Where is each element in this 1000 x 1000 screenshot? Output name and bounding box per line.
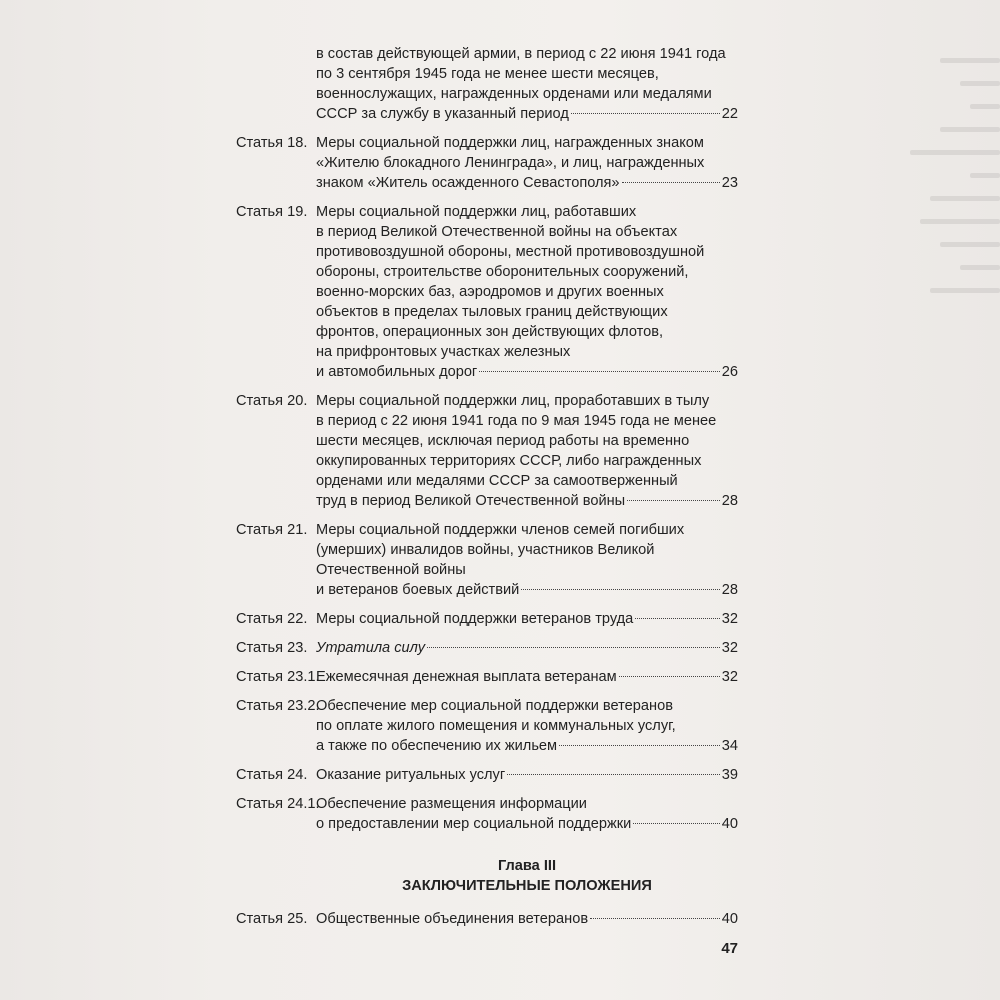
toc-title-line: оккупированных территориях СССР, либо награжденных xyxy=(316,453,702,469)
toc-title-last-line xyxy=(316,765,738,785)
toc-entry[interactable] xyxy=(236,765,738,785)
toc-title-last-line xyxy=(316,667,738,687)
dot-leader xyxy=(427,647,720,648)
toc-title-line: Меры социальной поддержки членов семей погибших xyxy=(316,522,685,538)
dot-leader xyxy=(622,182,720,183)
toc-title-line: орденами или медалями СССР за самоотверженный xyxy=(316,473,678,489)
dot-leader xyxy=(571,113,720,114)
toc-page-number: 34 xyxy=(721,738,738,754)
toc-entry-title xyxy=(316,794,738,834)
toc-title-line: Меры социальной поддержки лиц, работавших xyxy=(316,204,637,220)
toc-entry-title xyxy=(316,520,738,600)
toc-entry-title xyxy=(316,133,738,193)
toc-title-last-line xyxy=(316,736,738,756)
toc-title-line: объектов в пределах тыловых границ действующих xyxy=(316,304,668,320)
toc-entry[interactable] xyxy=(236,44,738,124)
toc-entry-title xyxy=(316,638,738,658)
page-number: 47 xyxy=(721,940,738,957)
toc-title-last-line xyxy=(316,909,738,929)
toc-title-line: СССР за службу в указанный период xyxy=(316,106,569,122)
toc-article-number: Статья 21. xyxy=(236,522,308,538)
toc-entry[interactable] xyxy=(236,696,738,756)
dot-leader xyxy=(635,618,719,619)
toc-title-line: и автомобильных дорог xyxy=(316,364,478,380)
toc-title-last-line xyxy=(316,609,738,629)
toc-entry[interactable] xyxy=(236,133,738,193)
toc-article-number: Статья 24.1. xyxy=(236,796,320,812)
toc-entry-title xyxy=(316,44,738,124)
toc-title-last-line xyxy=(316,491,738,511)
toc-entry[interactable] xyxy=(236,391,738,511)
toc-title-last-line xyxy=(316,814,738,834)
toc-page-number: 22 xyxy=(721,106,738,122)
toc-article-number: Статья 24. xyxy=(236,767,308,783)
toc-title-last-line xyxy=(316,580,738,600)
toc-title-line: а также по обеспечению их жильем xyxy=(316,738,558,754)
toc-entry[interactable] xyxy=(236,909,738,929)
toc-page-number: 28 xyxy=(721,493,738,509)
toc-title-line: и ветеранов боевых действий xyxy=(316,582,520,598)
toc-title-line: по 3 сентября 1945 года не менее шести месяцев, xyxy=(316,66,659,82)
toc-title-line: на прифронтовых участках железных xyxy=(316,344,571,360)
toc-entry[interactable] xyxy=(236,794,738,834)
toc-final-entries xyxy=(236,909,738,929)
toc-entry-title xyxy=(316,391,738,511)
toc-title-line: знаком «Житель осажденного Севастополя» xyxy=(316,175,620,191)
toc-title-last-line xyxy=(316,638,738,658)
toc-title-line: Обеспечение мер социальной поддержки ветеранов xyxy=(316,698,673,714)
chapter-heading xyxy=(236,856,738,896)
toc-title-line: в период с 22 июня 1941 года по 9 мая 1945 года не менее xyxy=(316,413,717,429)
toc-article-number: Статья 25. xyxy=(236,911,308,927)
toc-entry[interactable] xyxy=(236,609,738,629)
toc-page-number: 26 xyxy=(721,364,738,380)
toc-article-number xyxy=(236,44,316,124)
toc-page-number: 32 xyxy=(721,611,738,627)
toc-entry-title xyxy=(316,609,738,629)
toc-entry[interactable] xyxy=(236,520,738,600)
toc-title-line: Общественные объединения ветеранов xyxy=(316,911,589,927)
toc-page-number: 40 xyxy=(721,816,738,832)
toc-article-number: Статья 22. xyxy=(236,611,308,627)
toc-article-number: Статья 23.2. xyxy=(236,698,320,714)
toc-entry-title xyxy=(316,667,738,687)
toc-title-line: обороны, строительстве оборонительных сооружений, xyxy=(316,264,689,280)
toc-title-line: труд в период Великой Отечественной войны xyxy=(316,493,626,509)
toc-title-line: Обеспечение размещения информации xyxy=(316,796,587,812)
toc-title-last-line xyxy=(316,104,738,124)
dot-leader xyxy=(507,774,720,775)
toc-title-line: Меры социальной поддержки ветеранов труда xyxy=(316,611,634,627)
toc-title-line: шести месяцев, исключая период работы на временно xyxy=(316,433,690,449)
toc-page-number: 23 xyxy=(721,175,738,191)
toc-article-number: Статья 19. xyxy=(236,204,308,220)
toc-page-number: 39 xyxy=(721,767,738,783)
dot-leader xyxy=(619,676,720,677)
toc-title-line: «Жителю блокадного Ленинграда», и лиц, награжденных xyxy=(316,155,705,171)
table-of-contents xyxy=(236,44,738,938)
dot-leader xyxy=(633,823,719,824)
toc-title-line: по оплате жилого помещения и коммунальных услуг, xyxy=(316,718,676,734)
toc-title-line: Отечественной войны xyxy=(316,562,466,578)
toc-entry[interactable] xyxy=(236,667,738,687)
dot-leader xyxy=(627,500,720,501)
toc-entry-title xyxy=(316,202,738,382)
toc-title-line: о предоставлении мер социальной поддержки xyxy=(316,816,632,832)
chapter-title: ЗАКЛЮЧИТЕЛЬНЫЕ ПОЛОЖЕНИЯ xyxy=(402,878,652,894)
toc-page-number: 32 xyxy=(721,669,738,685)
dot-leader xyxy=(521,589,719,590)
toc-title-line: военнослужащих, награжденных орденами или медалями xyxy=(316,86,712,102)
toc-title-line: Меры социальной поддержки лиц, награжденных знаком xyxy=(316,135,704,151)
toc-title-last-line xyxy=(316,362,738,382)
toc-title-line: противовоздушной обороны, местной противовоздушной xyxy=(316,244,705,260)
toc-article-number: Статья 23.1. xyxy=(236,669,320,685)
toc-title-line: военно-морских баз, аэродромов и других военных xyxy=(316,284,664,300)
dot-leader xyxy=(559,745,720,746)
toc-title-last-line xyxy=(316,173,738,193)
toc-title-line: Меры социальной поддержки лиц, проработавших в тылу xyxy=(316,393,710,409)
toc-article-number: Статья 20. xyxy=(236,393,308,409)
toc-title-line: в период Великой Отечественной войны на объектах xyxy=(316,224,678,240)
toc-entry[interactable] xyxy=(236,202,738,382)
toc-title-line: в состав действующей армии, в период с 22 июня 1941 года xyxy=(316,46,726,62)
toc-title-line: Оказание ритуальных услуг xyxy=(316,767,506,783)
toc-page-number: 28 xyxy=(721,582,738,598)
chapter-label: Глава III xyxy=(497,858,557,874)
toc-title-line: (умерших) инвалидов войны, участников Великой xyxy=(316,542,655,558)
show-through-text xyxy=(730,40,1000,340)
toc-title-line: фронтов, операционных зон действующих флотов, xyxy=(316,324,664,340)
toc-entry[interactable] xyxy=(236,638,738,658)
toc-article-number: Статья 23. xyxy=(236,640,308,656)
toc-title-line: Утратила силу xyxy=(316,640,426,656)
toc-entry-title xyxy=(316,696,738,756)
toc-page-number: 40 xyxy=(721,911,738,927)
toc-entries xyxy=(236,44,738,834)
dot-leader xyxy=(590,918,720,919)
toc-title-line: Ежемесячная денежная выплата ветеранам xyxy=(316,669,617,685)
toc-entry-title xyxy=(316,765,738,785)
toc-entry-title xyxy=(316,909,738,929)
dot-leader xyxy=(479,371,720,372)
toc-article-number: Статья 18. xyxy=(236,135,308,151)
toc-page-number: 32 xyxy=(721,640,738,656)
